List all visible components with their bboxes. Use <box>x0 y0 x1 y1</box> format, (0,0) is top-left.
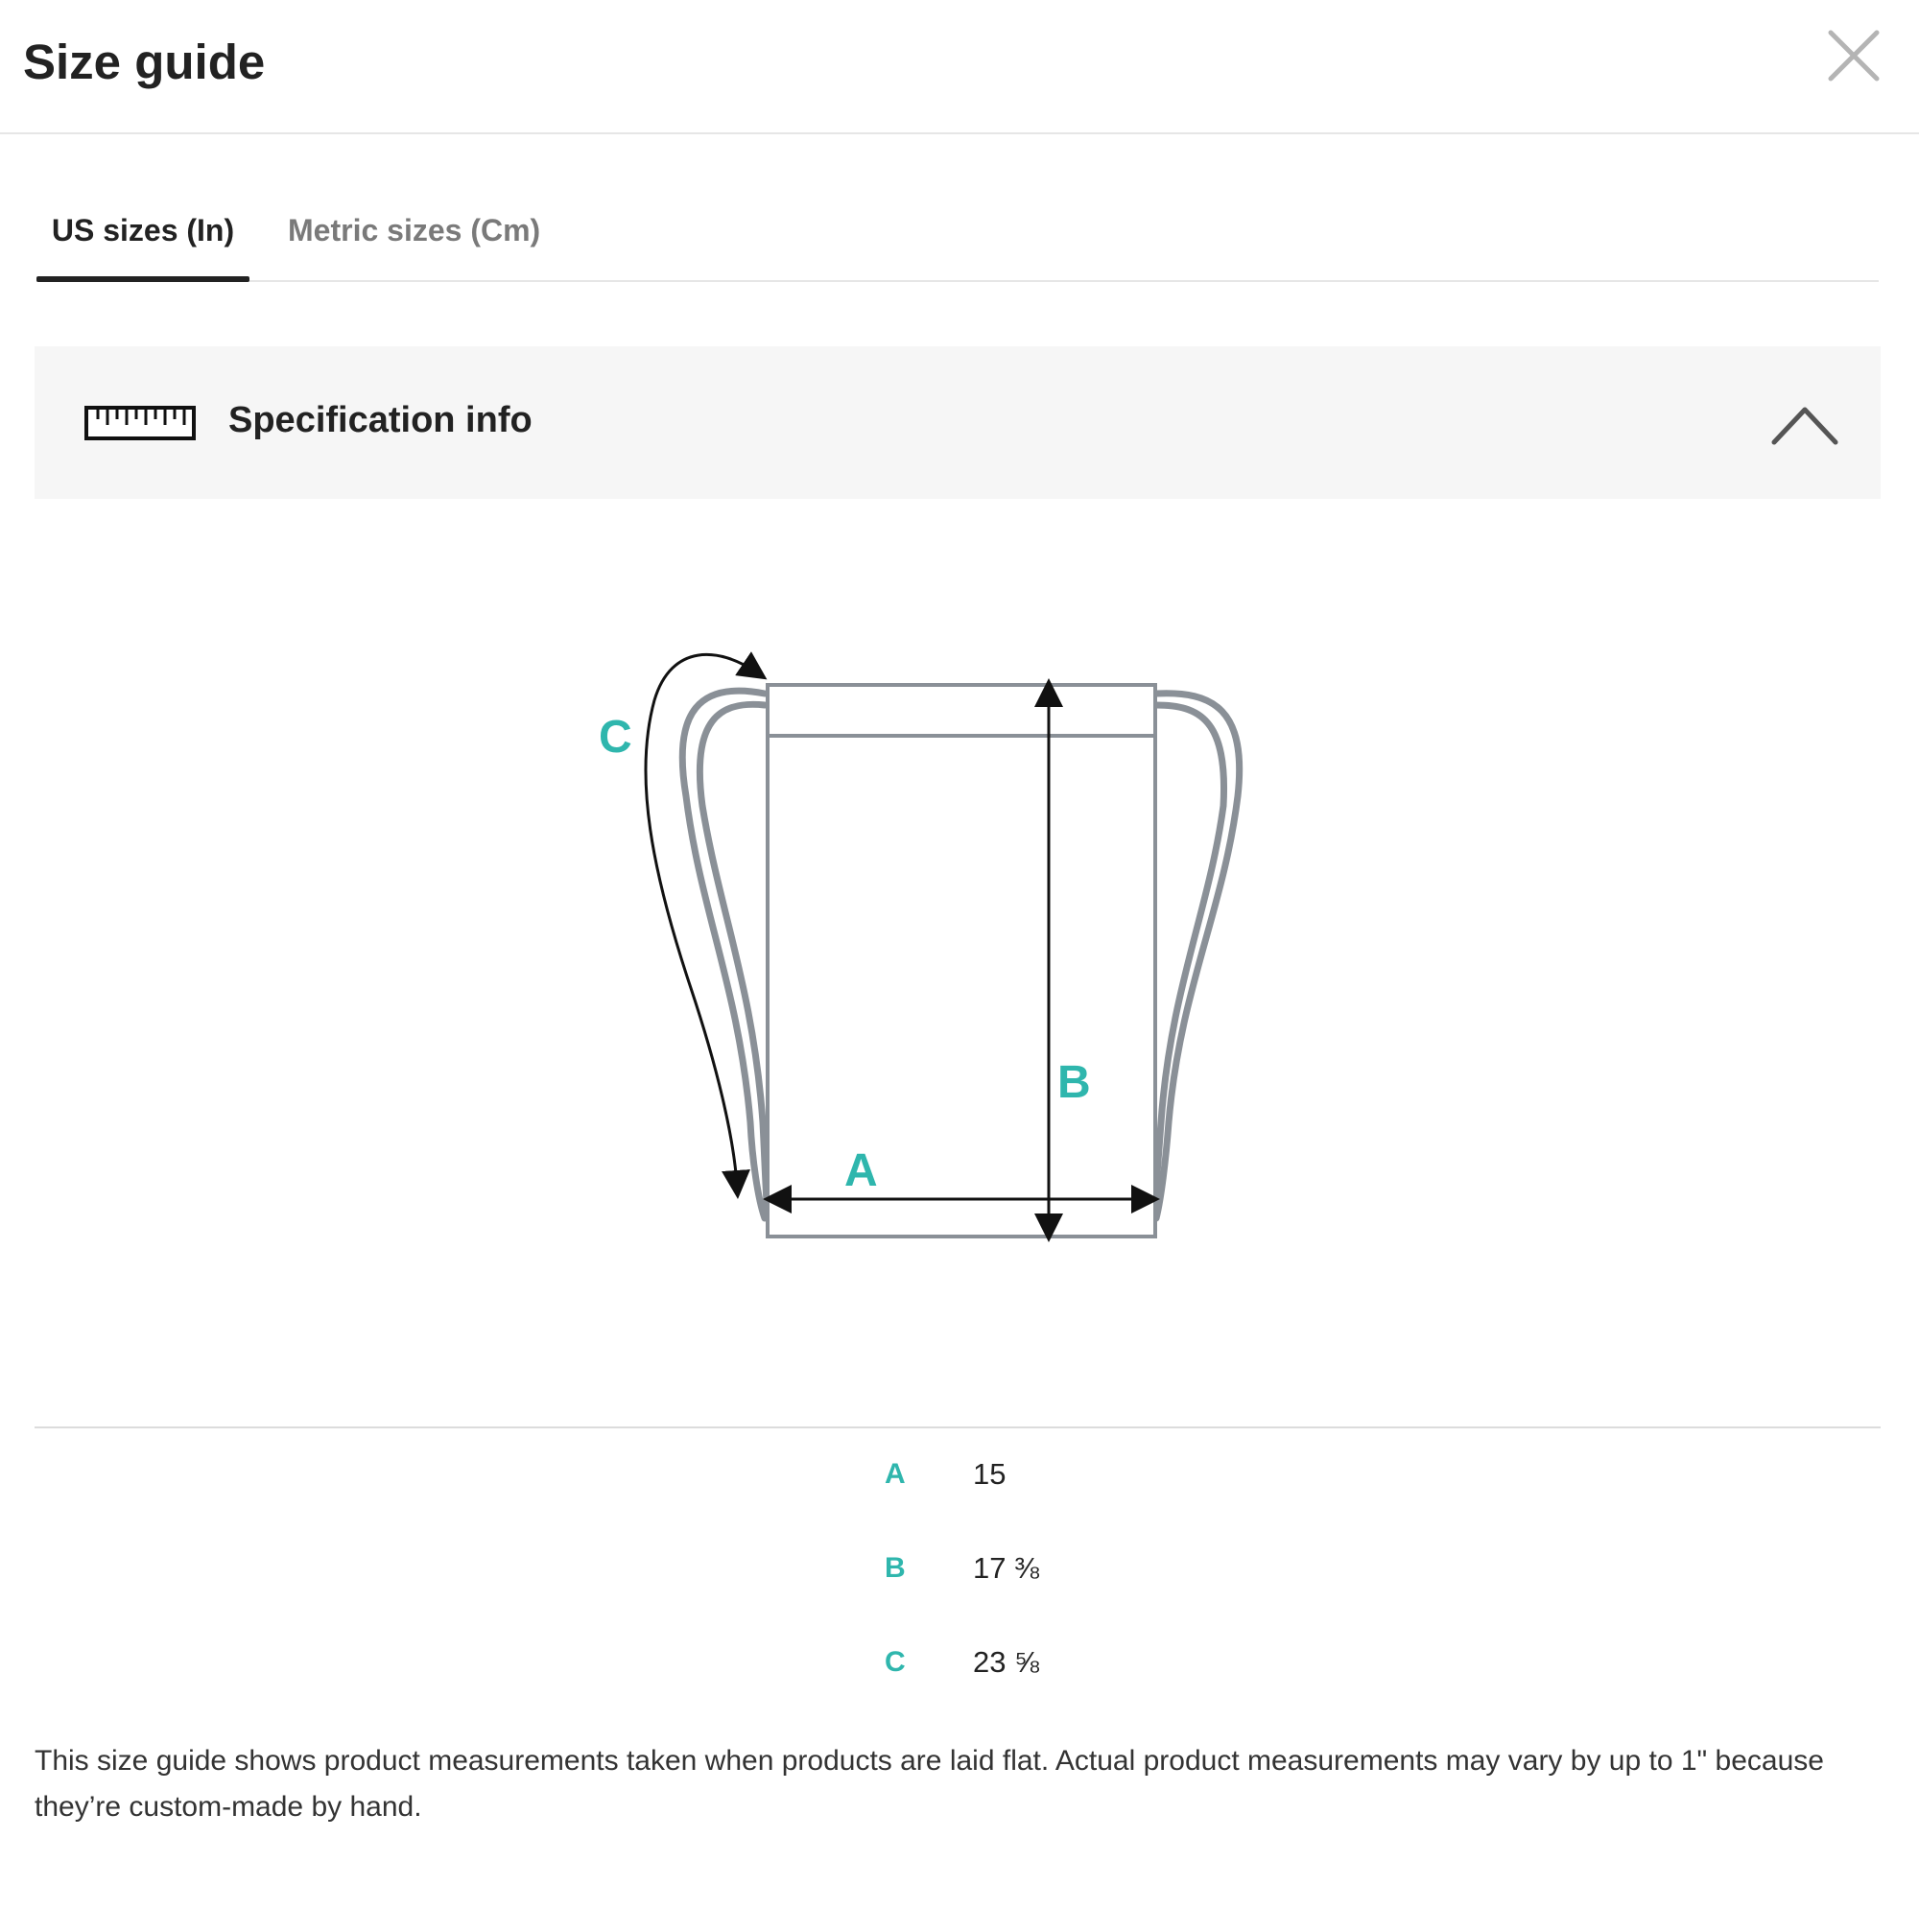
close-icon <box>1823 25 1884 86</box>
measure-c-arrow <box>646 654 755 1185</box>
section-divider <box>35 1426 1881 1428</box>
specification-accordion[interactable] <box>35 346 1881 499</box>
modal-header <box>0 0 1919 134</box>
measurement-value: 23 ⅝ <box>973 1645 1039 1679</box>
modal-title: Size guide <box>23 35 266 89</box>
measurement-row-b <box>864 1540 1247 1597</box>
tab-metric-sizes[interactable]: Metric sizes (Cm) <box>288 213 541 247</box>
accordion-label: Specification info <box>228 400 533 440</box>
tab-us-sizes[interactable]: US sizes (In) <box>36 182 249 278</box>
left-drawstring <box>682 691 768 1218</box>
diagram-label-c: C <box>599 712 632 763</box>
bag-body <box>768 685 1155 1237</box>
ruler-icon <box>84 406 196 440</box>
measurement-letter: B <box>885 1552 906 1584</box>
right-drawstring <box>1153 694 1240 1218</box>
size-guide-note: This size guide shows product measurements taken when products are laid flat. Actual product measurements may vary by up to 1" because they’re custom-made by hand. <box>35 1745 1824 1823</box>
measurement-letter: C <box>885 1646 906 1678</box>
measurement-value: 17 ⅜ <box>973 1551 1039 1585</box>
diagram-label-b: B <box>1057 1057 1091 1108</box>
diagram-label-a: A <box>844 1145 878 1196</box>
measurement-row-c <box>864 1634 1247 1691</box>
unit-tabs <box>36 182 1879 282</box>
measurement-value: 15 <box>973 1457 1007 1491</box>
close-button[interactable] <box>1823 25 1884 86</box>
measurement-row-a <box>864 1446 1247 1503</box>
measurement-letter: A <box>885 1458 906 1490</box>
chevron-up-icon[interactable] <box>1771 402 1838 446</box>
bag-measurement-diagram <box>576 624 1305 1257</box>
